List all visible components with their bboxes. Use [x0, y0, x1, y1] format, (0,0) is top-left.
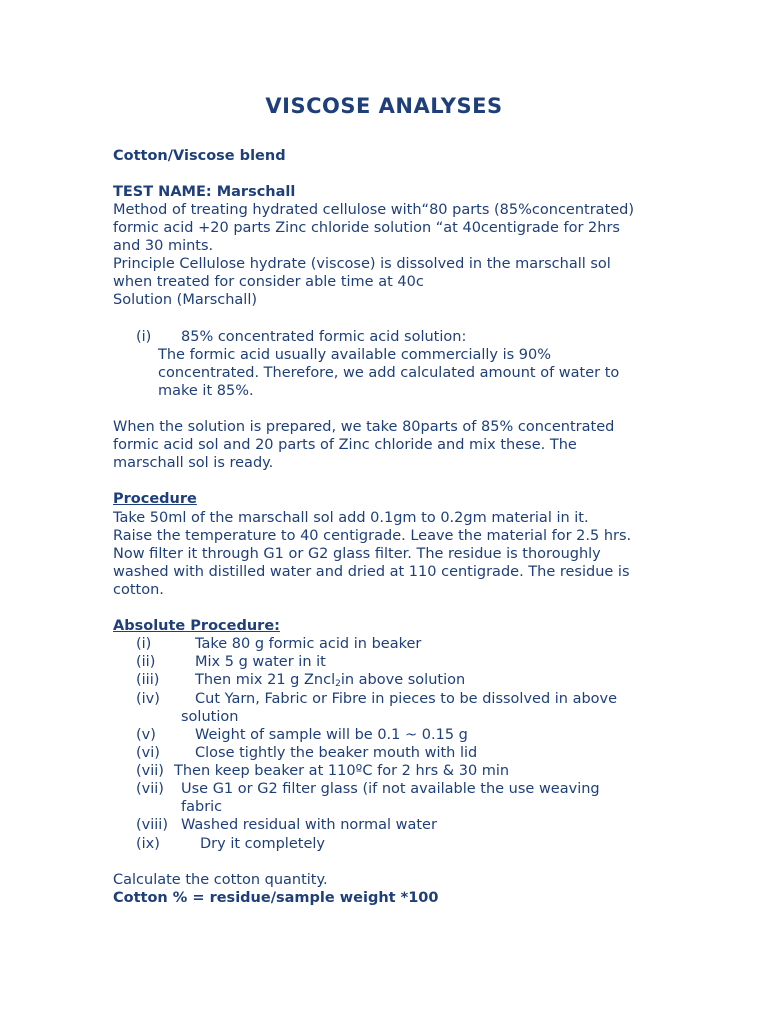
step-number: (vii)	[136, 763, 164, 779]
method-line: formic acid +20 parts Zinc chloride solution “at 40centigrade for 2hrs	[113, 220, 620, 236]
step-number: (vii)	[136, 781, 164, 797]
procedure-line: Take 50ml of the marschall sol add 0.1gm to 0.2gm material in it.	[113, 510, 589, 526]
step-text: Use G1 or G2 filter glass (if not available the use weaving	[181, 781, 600, 797]
method-line: and 30 mints.	[113, 238, 214, 254]
step-number: (viii)	[136, 817, 168, 833]
step-continuation: fabric	[181, 799, 223, 815]
procedure-heading: Procedure	[113, 491, 197, 507]
solution-detail-line: make it 85%.	[158, 383, 254, 399]
prepared-line: formic acid sol and 20 parts of Zinc chloride and mix these. The	[113, 437, 577, 453]
subscript: 2	[335, 679, 341, 689]
prepared-line: When the solution is prepared, we take 80parts of 85% concentrated	[113, 419, 615, 435]
step-text: Dry it completely	[200, 836, 325, 852]
step-text: in above solution	[340, 672, 466, 688]
step-item	[136, 816, 437, 834]
step-text: Mix 5 g water in it	[195, 654, 326, 670]
step-continuation: solution	[181, 709, 239, 725]
step-text: Cut Yarn, Fabric or Fibre in pieces to be dissolved in above	[195, 691, 618, 707]
step-item	[136, 635, 421, 653]
step-item	[136, 671, 465, 689]
page-title: VISCOSE ANALYSES	[265, 94, 503, 118]
item-number: (i)	[136, 329, 152, 345]
step-number: (ix)	[136, 836, 160, 852]
solution-item	[136, 328, 466, 346]
test-name: TEST NAME: Marschall	[113, 184, 296, 200]
step-text: Washed residual with normal water	[181, 817, 437, 833]
step-item	[136, 780, 600, 798]
solution-detail-line: The formic acid usually available commercially is 90%	[158, 347, 552, 363]
prepared-line: marschall sol is ready.	[113, 455, 274, 471]
step-number: (v)	[136, 727, 156, 743]
step-item	[136, 835, 325, 853]
calculate-line: Calculate the cotton quantity.	[113, 872, 328, 888]
method-line: Method of treating hydrated cellulose with“80 parts (85%concentrated)	[113, 202, 635, 218]
step-number: (vi)	[136, 745, 160, 761]
formula: Cotton % = residue/sample weight *100	[113, 890, 439, 906]
method-line: Principle Cellulose hydrate (viscose) is dissolved in the marschall sol	[113, 256, 611, 272]
step-text: Take 80 g formic acid in beaker	[195, 636, 422, 652]
step-number: (iii)	[136, 672, 160, 688]
method-line: Solution (Marschall)	[113, 292, 258, 308]
procedure-line: washed with distilled water and dried at 110 centigrade. The residue is	[113, 564, 630, 580]
step-item	[136, 653, 326, 671]
step-item	[136, 726, 468, 744]
step-item	[136, 744, 477, 762]
step-item	[136, 690, 617, 708]
procedure-line: Now filter it through G1 or G2 glass filter. The residue is thoroughly	[113, 546, 601, 562]
absolute-procedure-heading: Absolute Procedure:	[113, 618, 280, 634]
step-number: (ii)	[136, 654, 156, 670]
step-item	[136, 762, 509, 780]
step-text: Then keep beaker at 110ºC for 2 hrs & 30 min	[174, 763, 510, 779]
step-text: Then mix 21 g Zncl	[195, 672, 336, 688]
solution-detail-line: concentrated. Therefore, we add calculated amount of water to	[158, 365, 620, 381]
step-text: Weight of sample will be 0.1 ~ 0.15 g	[195, 727, 468, 743]
procedure-line: cotton.	[113, 582, 164, 598]
method-line: when treated for consider able time at 40c	[113, 274, 424, 290]
step-text: Close tightly the beaker mouth with lid	[195, 745, 478, 761]
subtitle: Cotton/Viscose blend	[113, 148, 286, 164]
step-number: (iv)	[136, 691, 160, 707]
item-text: 85% concentrated formic acid solution:	[181, 329, 467, 345]
procedure-line: Raise the temperature to 40 centigrade. Leave the material for 2.5 hrs.	[113, 528, 632, 544]
step-number: (i)	[136, 636, 152, 652]
